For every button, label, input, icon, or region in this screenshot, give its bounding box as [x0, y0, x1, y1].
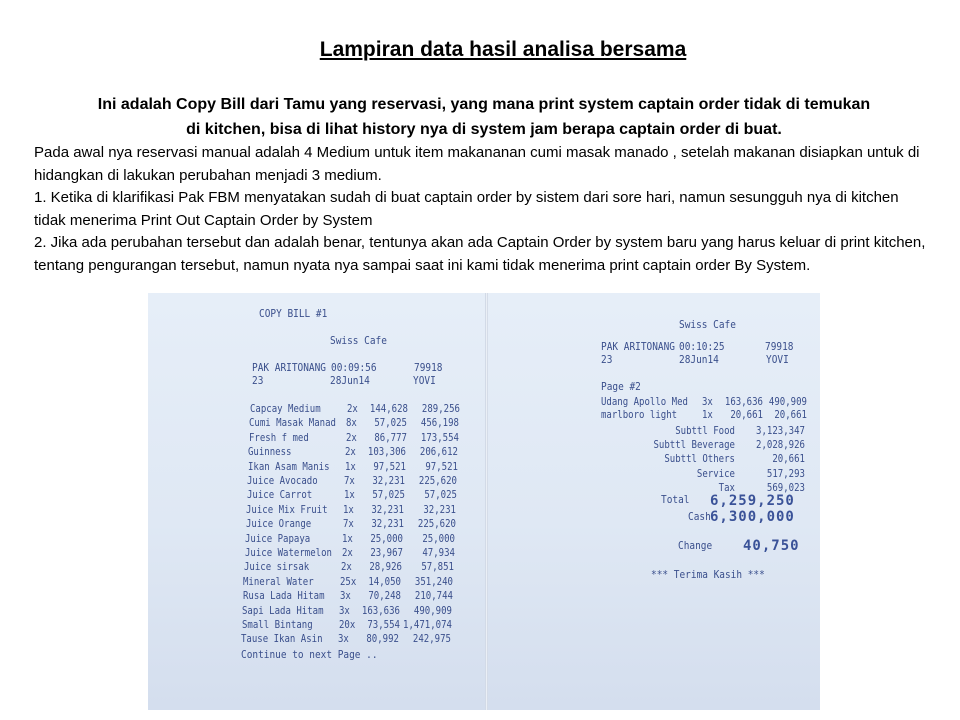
item-qty: 7x: [344, 475, 356, 487]
cafe-name: Swiss Cafe: [330, 335, 387, 347]
item-total: 225,620: [417, 518, 456, 531]
item-total: 32,231: [423, 503, 457, 516]
guest-name: PAK ARITONANG: [252, 362, 326, 374]
item-total: 47,934: [421, 547, 455, 559]
total-label: Total: [661, 494, 690, 506]
subtotal-row: [603, 453, 808, 466]
receipt-item-row: [247, 475, 457, 488]
receipt-item-row: [249, 432, 459, 445]
subtotal-row: [603, 468, 808, 481]
receipt-item-row: [241, 633, 451, 646]
item-name: Small Bintang: [241, 619, 313, 631]
item-price: 14,050: [368, 575, 402, 588]
subtotal-value: 517,293: [766, 467, 805, 480]
item-name: Rusa Lada Hitam: [242, 590, 325, 603]
item-price: 73,554: [367, 619, 400, 631]
item-total: 57,025: [424, 489, 457, 502]
item-qty: 7x: [342, 518, 354, 531]
bill-time-right: 00:10:25: [679, 341, 725, 353]
headline-line-1: Ini adalah Copy Bill dari Tamu yang reservasi, yang mana print system captain order tidak di temukan: [97, 96, 871, 113]
slide-title: Lampiran data hasil analisa bersama: [319, 38, 687, 61]
receipt-photo: [148, 293, 820, 710]
item-qty: 1x: [343, 503, 355, 516]
subtotal-label: Service: [696, 467, 735, 480]
item-total: 490,909: [414, 604, 453, 617]
table-number-right: 23: [601, 354, 613, 366]
item-qty: 25x: [340, 575, 357, 588]
item-name: Capcay Medium: [250, 403, 321, 415]
item-total: 210,744: [414, 590, 453, 603]
item-total: 173,554: [420, 431, 459, 444]
item-name: Juice Watermelon: [244, 547, 332, 559]
item-price: 23,967: [369, 547, 403, 559]
item-price: 97,521: [373, 460, 406, 473]
cashier-name-right: YOVI: [766, 354, 789, 366]
item-price: 25,000: [370, 532, 404, 545]
receipt-item-row: [245, 547, 455, 560]
item-total: 351,240: [415, 575, 454, 588]
receipt-item-row: [242, 605, 452, 618]
bill-date-right: 28Jun14: [679, 354, 719, 366]
receipt-item-row: [601, 409, 811, 422]
receipt-item-row: [243, 576, 453, 589]
item-qty: 8x: [346, 417, 358, 430]
item-qty: 3x: [338, 633, 350, 646]
item-price: 103,306: [368, 446, 407, 459]
receipt-item-row: [242, 619, 452, 632]
item-qty: 2x: [345, 431, 357, 444]
item-name: Juice Orange: [245, 518, 311, 531]
receipt-item-row: [246, 504, 456, 517]
check-number-right: 79918: [765, 341, 794, 353]
item-price: 144,628: [369, 403, 408, 415]
item-total: 57,851: [421, 561, 454, 574]
table-number: 23: [252, 375, 264, 387]
item-name: Ikan Asam Manis: [247, 460, 330, 473]
bill-date: 28Jun14: [330, 375, 370, 387]
item-name: Cumi Masak Manad: [249, 417, 337, 430]
item-name: Fresh f med: [248, 431, 309, 444]
cashier-name: YOVI: [413, 375, 436, 387]
item-qty: 3x: [339, 604, 351, 617]
paper-fold: [485, 293, 488, 710]
headline: [34, 92, 934, 142]
item-qty: 1x: [702, 409, 713, 421]
item-price: 32,231: [372, 475, 406, 487]
item-price: 86,777: [374, 431, 407, 444]
receipt-item-row: [248, 446, 458, 459]
item-price: 80,992: [366, 633, 400, 646]
item-name: Juice Avocado: [247, 475, 318, 487]
item-price: 28,926: [369, 561, 402, 574]
item-total: 20,661: [774, 409, 807, 421]
receipt-item-row: [250, 403, 460, 416]
item-qty: 1x: [344, 460, 356, 473]
item-name: Juice Papaya: [245, 532, 311, 545]
subtotal-value: 2,028,926: [756, 439, 805, 452]
subtotal-value: 20,661: [772, 453, 805, 466]
receipt-item-row: [246, 518, 456, 531]
check-number: 79918: [414, 362, 443, 374]
total-value: 6,259,250: [710, 493, 795, 509]
item-total: 456,198: [421, 417, 460, 430]
cash-label: Cash: [688, 511, 711, 523]
item-qty: 3x: [702, 396, 713, 408]
item-qty: 20x: [338, 619, 356, 631]
subtotal-label: Tax: [718, 481, 735, 494]
item-qty: 2x: [345, 446, 357, 459]
subtotal-row: [603, 425, 808, 438]
change-value: 40,750: [743, 538, 800, 554]
copy-bill-label: COPY BILL #1: [259, 308, 328, 320]
page-label: Page #2: [601, 381, 641, 393]
receipt-item-row: [247, 489, 457, 502]
item-total: 242,975: [413, 633, 452, 646]
thanks-text: *** Terima Kasih ***: [651, 569, 765, 581]
body-paragraph-point-1: 1. Ketika di klarifikasi Pak FBM menyatakan sudah di buat captain order by sistem dari sore hari, namun sesungguh nya di kitchen tidak menerima Print Out Captain Order by System: [34, 189, 899, 229]
item-name: Mineral Water: [243, 575, 315, 588]
subtotal-label: Subttl Others: [664, 453, 735, 466]
receipt-item-row: [248, 461, 458, 474]
bill-time: 00:09:56: [331, 362, 377, 374]
item-total: 225,620: [419, 475, 458, 487]
item-price: 70,248: [368, 590, 401, 603]
item-qty: 2x: [347, 403, 358, 415]
item-price: 57,025: [374, 417, 408, 430]
item-qty: 2x: [340, 561, 352, 574]
item-name: Udang Apollo Med: [601, 396, 688, 408]
item-name: Juice Carrot: [246, 489, 312, 502]
item-total: 1,471,074: [402, 619, 452, 631]
receipt-item-row: [244, 561, 454, 574]
item-name: Juice Mix Fruit: [246, 503, 328, 516]
item-price: 163,636: [724, 396, 763, 408]
item-total: 289,256: [421, 403, 460, 415]
body-paragraph-intro: Pada awal nya reservasi manual adalah 4 Medium untuk item makananan cumi masak manado , setelah makanan disiapkan untuk di hidangkan di lakukan perubahan menjadi 3 medium.: [34, 144, 920, 184]
item-name: Sapi Lada Hitam: [242, 604, 324, 617]
cash-value: 6,300,000: [710, 509, 795, 525]
receipt-item-row: [249, 417, 459, 430]
item-total: 97,521: [425, 460, 458, 473]
change-label: Change: [678, 540, 713, 552]
item-price: 32,231: [370, 518, 404, 531]
item-qty: 2x: [341, 547, 353, 559]
subtotal-label: Subttl Beverage: [653, 439, 735, 452]
item-price: 20,661: [730, 409, 763, 421]
item-qty: 1x: [342, 532, 353, 545]
item-price: 32,231: [371, 503, 405, 516]
item-name: Guinness: [248, 446, 292, 459]
receipt-item-row: [601, 396, 811, 409]
item-qty: 3x: [339, 590, 351, 603]
item-total: 25,000: [422, 532, 456, 545]
headline-line-2: di kitchen, bisa di lihat history nya di system jam berapa captain order di buat.: [186, 121, 782, 138]
subtotal-value: 3,123,347: [756, 425, 805, 437]
guest-name-right: PAK ARITONANG: [601, 341, 675, 353]
item-price: 57,025: [372, 489, 405, 502]
receipt-item-row: [243, 590, 453, 603]
continue-text: Continue to next Page ..: [241, 649, 378, 661]
item-price: 163,636: [362, 604, 401, 617]
item-name: marlboro light: [601, 409, 678, 421]
item-name: Juice sirsak: [243, 561, 310, 574]
body-text: [34, 142, 934, 277]
item-name: Tause Ikan Asin: [241, 633, 323, 646]
body-paragraph-point-2: 2. Jika ada perubahan tersebut dan adalah benar, tentunya akan ada Captain Order by system baru yang harus keluar di print kitchen, tentang pengurangan tersebut, namun nyata nya sampai saat ini kami tidak menerima print captain order By System.: [34, 234, 926, 274]
item-qty: 1x: [343, 489, 355, 502]
receipt-item-row: [245, 533, 455, 546]
subtotal-label: Subttl Food: [675, 425, 735, 437]
cafe-name-right: Swiss Cafe: [679, 319, 736, 331]
item-total: 206,612: [420, 446, 459, 459]
subtotal-row: [603, 439, 808, 452]
subtotal-value: 569,023: [766, 481, 805, 494]
item-total: 490,909: [768, 396, 807, 408]
